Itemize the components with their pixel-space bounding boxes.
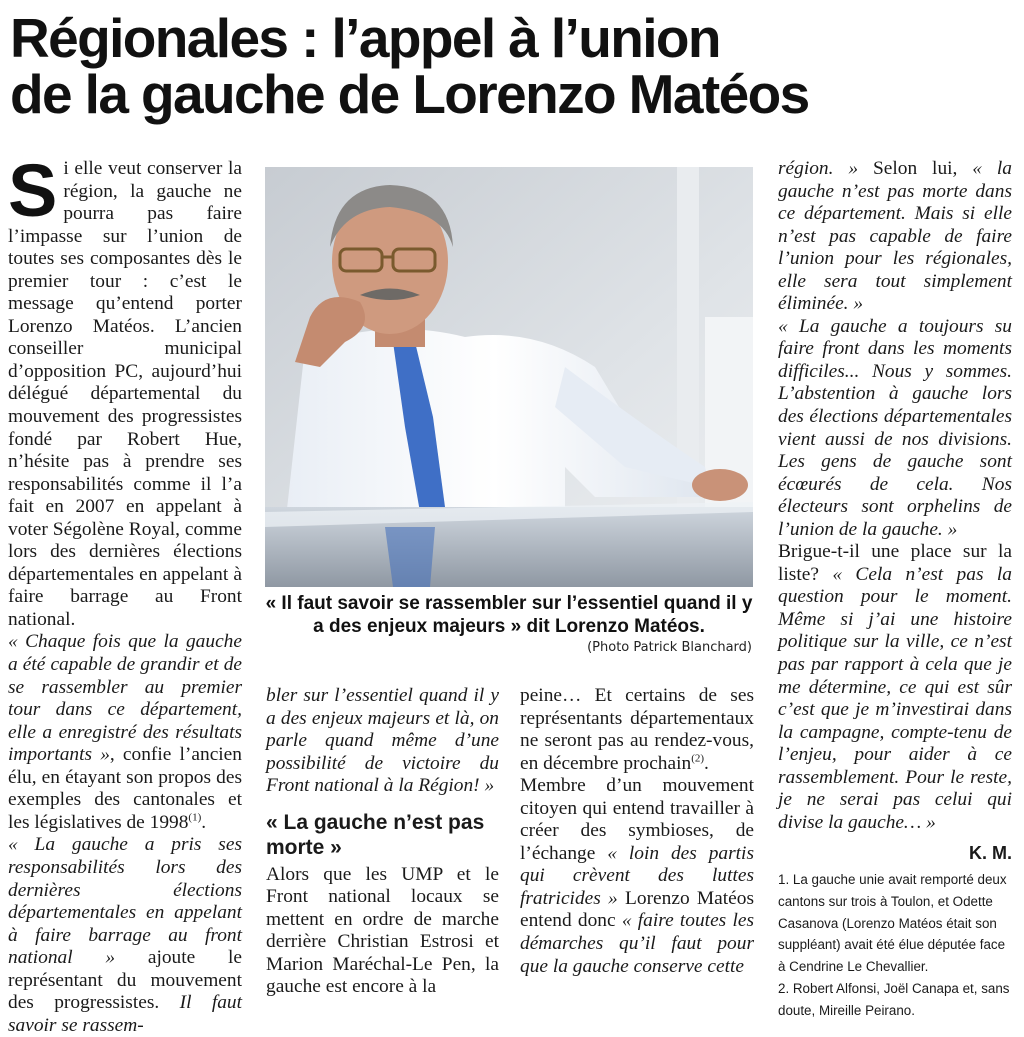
body-text: peine… Et certains de ses représentants départementaux ne seront pas au rendez-vous, en décembre prochain [520, 685, 754, 774]
footnote-ref: (2) [691, 752, 705, 765]
paragraph-intro [8, 149, 242, 631]
footnotes [778, 869, 1012, 1022]
paragraph-quote-1 [8, 631, 242, 834]
article-column-1 [8, 149, 242, 1037]
paragraph-quote-continued [266, 685, 499, 798]
footnote-2: 2. Robert Alfonsi, Joël Canapa et, sans doute, Mireille Peirano. [778, 980, 1010, 1018]
quote-text: bler sur l’essentiel quand il y a des enjeux majeurs et là, on parle quand même d’une possibilité de victoire du Front national à la Région! » [266, 685, 499, 797]
quote-text: « la gauche n’est pas morte dans ce département. Mais si elle n’est pas capable de faire l’union pour les régionales, elle sera tout simplement éliminée. » [778, 158, 1012, 315]
quote-text: « Cela n’est pas la question pour le moment. Même si j’ai une histoire politique sur la ville, ce n’est pas par rapport à cela que je me détermine, ce qui est sûr c’est que je m’investirai dans la campagne, compte-tenu de l’enjeu, pour aider à ce rassemblement. Pour le reste, je ne serai pas celui qui divise la gauche… » [778, 563, 1012, 833]
article-headline [10, 7, 1014, 125]
author-signature: K. M. [969, 843, 1012, 864]
photo-caption: « Il faut savoir se rassembler sur l’essentiel quand il y a des enjeux majeurs » dit Lorenzo Matéos. [265, 593, 753, 637]
quote-text: « loin des partis qui crèvent des luttes fratricides » [520, 842, 754, 909]
quote-text: Il faut savoir se rassem- [8, 992, 242, 1036]
body-text: Selon lui, [858, 158, 973, 179]
paragraph-quote [778, 316, 1012, 541]
punctuation: . [704, 752, 709, 774]
portrait-image [265, 167, 753, 587]
footnote-ref: (1) [188, 811, 202, 824]
section-subheading: « La gauche n’est pas morte » [266, 810, 485, 859]
body-text: Membre d’un mouvement citoyen qui entend travailler à créer des symbioses, de l’échange [520, 775, 754, 864]
punctuation: . [201, 811, 207, 833]
article-column-2 [266, 685, 499, 999]
body-text: Brigue-t-il une place sur la liste? [778, 541, 1012, 585]
drop-cap: S [8, 149, 58, 232]
quote-text: « La gauche a pris ses responsabilités lors des dernières élections départementales en appelant à faire barrage au front national » [8, 834, 242, 969]
quote-text: « faire toutes les démarches qu’il faut pour que la gauche conserve cette [520, 910, 754, 977]
body-text: Lorenzo Matéos entend donc [520, 887, 754, 932]
article-column-4 [778, 158, 1012, 1022]
paragraph-body: Alors que les UMP et le Front national locaux se mettent en ordre de marche derrière Christian Estrosi et Marion Maréchal-Le Pen, la gauche est encore à la [266, 863, 499, 998]
quote-text: région. » [778, 158, 859, 179]
paragraph-body [520, 685, 754, 775]
footnote-1: 1. La gauche unie avait remporté deux cantons sur trois à Toulon, et Odette Casanova (Lorenzo Matéos était son suppléant) avait été élue députée face à Cendrine Le Chevallier. [778, 871, 1007, 975]
quote-text: « La gauche a toujours su faire front dans les moments difficiles... Nous y sommes. L’abstention à gauche lors des élections départementales vient aussi de nos divisions. Les gens de gauche sont écœurés de cela. Nos électeurs sont orphelins de l’union de la gauche. » [778, 315, 1012, 540]
paragraph-quote-2 [8, 834, 242, 1037]
article-column-3 [520, 685, 754, 978]
article-photo [265, 167, 753, 587]
body-text: ajoute le représentant du mouvement des progressistes. [8, 947, 242, 1014]
quote-text: « Chaque fois que la gauche a été capable de grandir et de se rassembler au premier tour dans ce département, elle a enregistré des résultats importants » [8, 631, 242, 766]
paragraph-question [778, 541, 1012, 834]
paragraph-quote-end [778, 158, 1012, 316]
body-text: , confie l’ancien élu, en étayant son propos des exemples des cantonales et les législatives de 1998 [8, 744, 242, 833]
paragraph-body-2 [520, 775, 754, 978]
headline-line-2: de la gauche de Lorenzo Matéos [10, 63, 809, 125]
intro-text: i elle veut conserver la région, la gauche ne pourra pas faire l’impasse sur l’union de toutes ses composantes dès le premier tour : c’est le message qu’entend porter Lorenzo Matéos. L’ancien conseiller municipal d’opposition PC, aujourd’hui délégué départemental du mouvement des progressistes fondé par Robert Hue, n’hésite pas à prendre ses responsabilités comme il l’a fait en 2007 en appelant à voter Ségolène Royal, comme lors des dernières élections départementales en appelant à faire barrage au Front national. [8, 158, 242, 630]
photo-credit: (Photo Patrick Blanchard) [587, 640, 752, 655]
headline-line-1: Régionales : l’appel à l’union [10, 7, 720, 69]
